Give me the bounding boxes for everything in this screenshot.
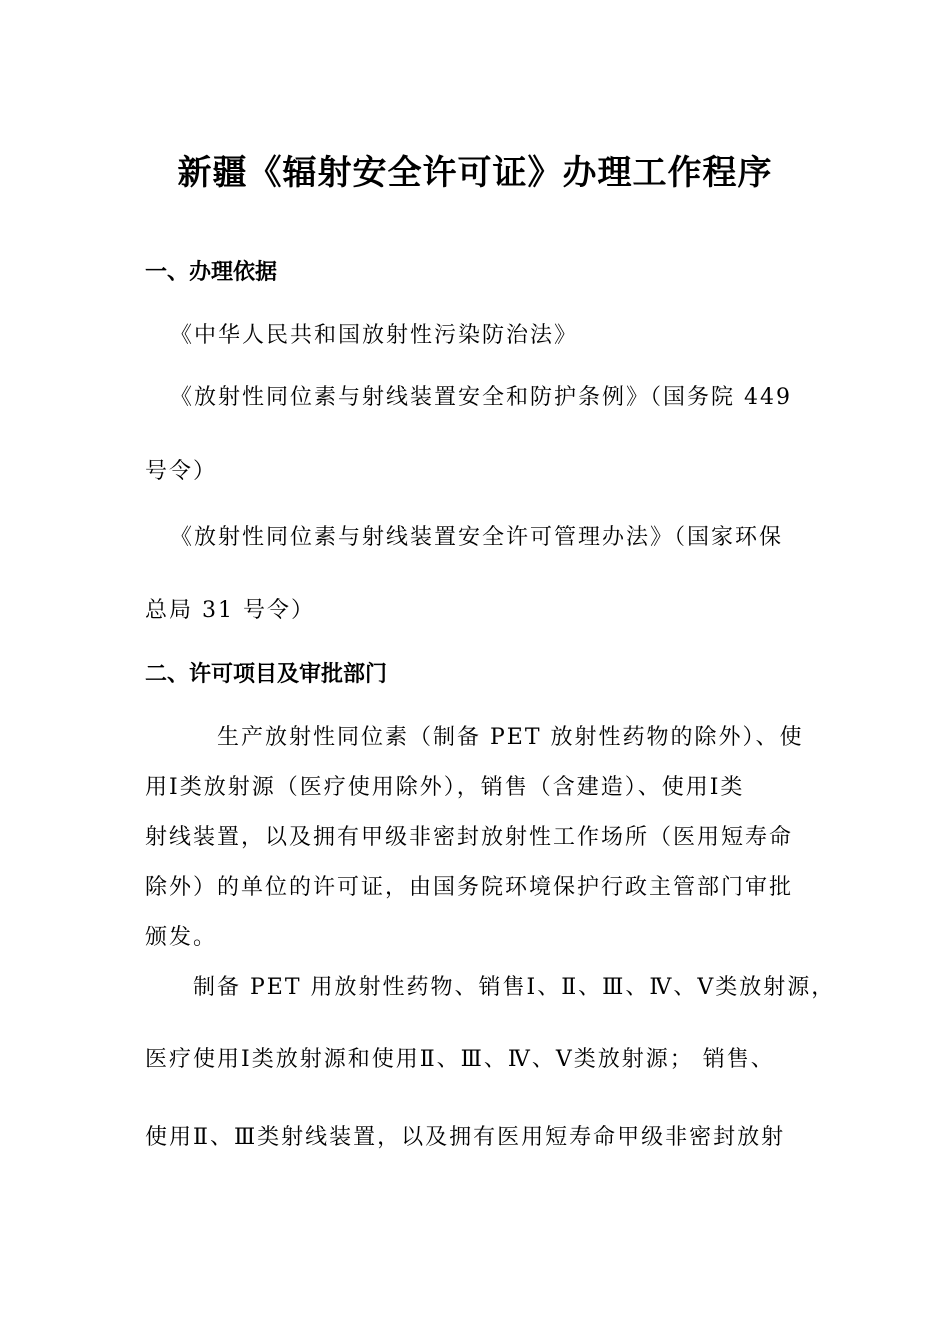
basis-line: 《放射性同位素与射线装置安全许可管理办法》（国家环保 — [170, 525, 784, 550]
paragraph-line: 生产放射性同位素（制备 PET 放射性药物的除外）、使 — [217, 725, 804, 750]
basis-line: 《放射性同位素与射线装置安全和防护条例》（国务院 449 — [170, 385, 792, 410]
paragraph-line: 射线装置，以及拥有甲级非密封放射性工作场所（医用短寿命 — [145, 825, 794, 850]
paragraph-line: 除外）的单位的许可证，由国务院环境保护行政主管部门审批 — [145, 875, 794, 900]
document-title: 新疆《辐射安全许可证》办理工作程序 — [177, 153, 773, 193]
section-heading-basis: 一、办理依据 — [145, 260, 278, 285]
paragraph-line: 医疗使用Ⅰ类放射源和使用Ⅱ、Ⅲ、Ⅳ、Ⅴ类放射源； 销售、 — [145, 1047, 775, 1072]
paragraph-line: 使用Ⅱ、Ⅲ类射线装置，以及拥有医用短寿命甲级非密封放射 — [145, 1125, 786, 1150]
basis-line: 总局 31 号令） — [145, 598, 315, 623]
basis-line: 《中华人民共和国放射性污染防治法》 — [170, 323, 579, 348]
basis-line: 号令） — [145, 459, 218, 484]
paragraph-line: 用Ⅰ类放射源（医疗使用除外），销售（含建造）、使用Ⅰ类 — [145, 775, 745, 800]
section-heading-approval: 二、许可项目及审批部门 — [145, 662, 388, 687]
paragraph-line: 颁发。 — [145, 925, 218, 950]
paragraph-line: 制备 PET 用放射性药物、销售Ⅰ、Ⅱ、Ⅲ、Ⅳ、Ⅴ类放射源， — [193, 975, 836, 1000]
